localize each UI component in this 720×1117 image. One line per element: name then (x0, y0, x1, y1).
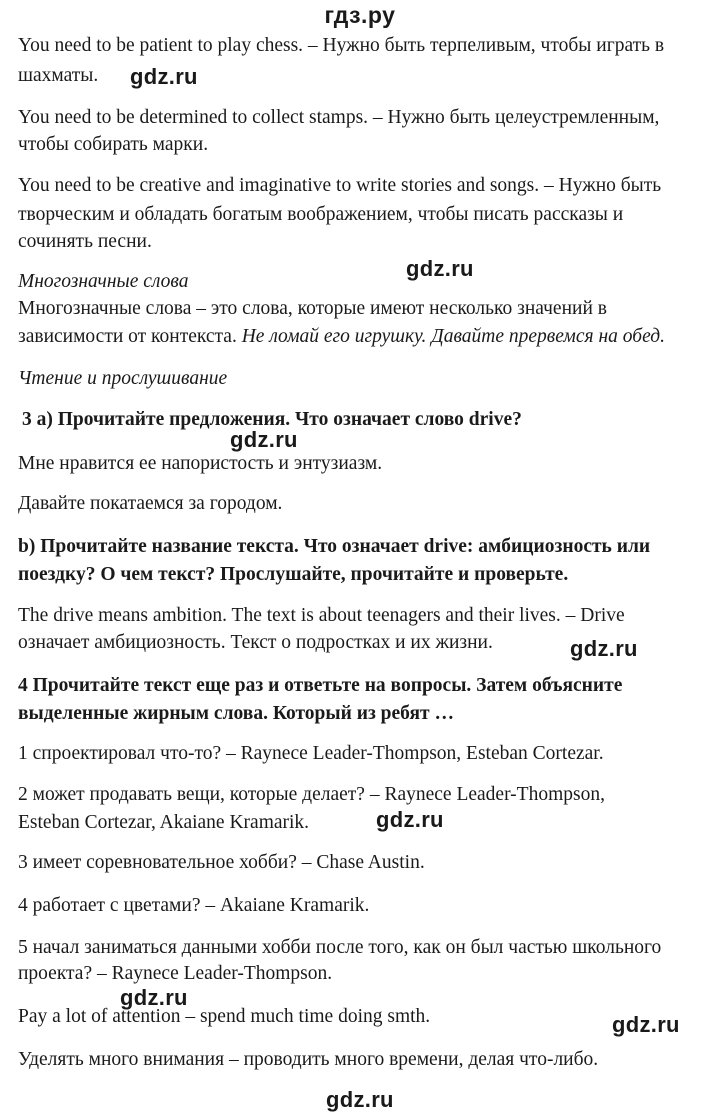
text-line: You need to be creative and imaginative to write stories and songs. – Нужно быть (18, 175, 662, 196)
text-line: Многозначные слова – это слова, которые имеют несколько значений в (18, 298, 607, 319)
text-line: You need to be patient to play chess. – Нужно быть терпеливым, чтобы играть в (18, 35, 665, 56)
exercise-heading: выделенные жирным слова. Который из ребят … (18, 703, 454, 724)
text-line: Уделять много внимания – проводить много времени, делая что-либо. (18, 1049, 599, 1070)
site-header: гдз.ру (324, 2, 396, 28)
example-text: Не ломай его игрушку. Давайте прервемся на обед. (241, 326, 665, 347)
watermark: gdz.ru (326, 1087, 394, 1112)
answer-line: 3 имеет соревновательное хобби? – Chase Austin. (18, 852, 425, 873)
watermark: gdz.ru (120, 985, 188, 1010)
watermark: gdz.ru (230, 427, 298, 452)
exercise-heading: 3 а) Прочитайте предложения. Что означает слово drive? (22, 409, 522, 430)
text-line: You need to be determined to collect stamps. – Нужно быть целеустремленным, (18, 107, 660, 128)
answer-line: 2 может продавать вещи, которые делает? – Raynece Leader-Thompson, (18, 784, 605, 805)
text-line: означает амбициозность. Текст о подростках и их жизни. (18, 632, 493, 653)
answer-line: 4 работает с цветами? – Akaiane Kramarik. (18, 895, 370, 916)
answer-line: Esteban Cortezar, Akaiane Kramarik. (18, 812, 310, 833)
watermark: gdz.ru (406, 256, 474, 281)
text-line: шахматы. (18, 65, 99, 86)
answer-line: 5 начал заниматься данными хобби после того, как он был частью школьного (18, 937, 662, 958)
section-heading: Чтение и прослушивание (18, 368, 228, 389)
watermark: gdz.ru (612, 1012, 680, 1037)
text-line: творческим и обладать богатым воображением, чтобы писать рассказы и (18, 204, 624, 225)
text-line: Давайте покатаемся за городом. (18, 493, 283, 514)
text-span: зависимости от контекста. (18, 326, 242, 347)
answer-line: 1 спроектировал что-то? – Raynece Leader-Thompson, Esteban Cortezar. (18, 743, 604, 764)
text-line (18, 325, 665, 349)
answer-line: проекта? – Raynece Leader-Thompson. (18, 963, 333, 984)
exercise-heading: b) Прочитайте название текста. Что означает drive: амбициозность или (18, 536, 651, 557)
watermark: gdz.ru (130, 64, 198, 89)
text-line: чтобы собирать марки. (18, 134, 209, 155)
exercise-heading: 4 Прочитайте текст еще раз и ответьте на вопросы. Затем объясните (18, 675, 623, 696)
watermark: gdz.ru (570, 636, 638, 661)
text-line: Pay a lot of attention – spend much time doing smth. (18, 1006, 431, 1027)
text-line: сочинять песни. (18, 231, 152, 252)
text-line: The drive means ambition. The text is about teenagers and their lives. – Drive (18, 605, 625, 626)
text-line: Мне нравится ее напористость и энтузиазм. (18, 453, 383, 474)
watermark: gdz.ru (376, 807, 444, 832)
section-heading: Многозначные слова (18, 271, 189, 292)
exercise-heading: поездку? О чем текст? Прослушайте, прочитайте и проверьте. (18, 564, 569, 585)
